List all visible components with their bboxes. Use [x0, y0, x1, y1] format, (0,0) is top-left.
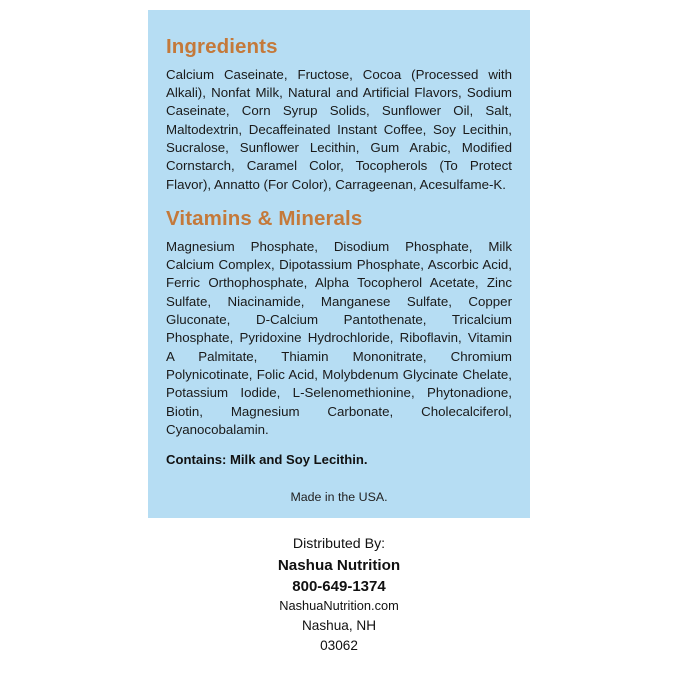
distributed-by-label: Distributed By:	[292, 536, 386, 552]
distributor-website: NashuaNutrition.com	[279, 598, 399, 614]
vitamins-minerals-heading: Vitamins & Minerals	[166, 206, 363, 230]
distributor-zip: 03062	[320, 638, 358, 654]
made-in-statement: Made in the USA.	[290, 490, 388, 504]
allergen-statement: Contains: Milk and Soy Lecithin.	[166, 452, 368, 468]
distributor-city-state: Nashua, NH	[301, 618, 377, 634]
distributor-phone: 800-649-1374	[292, 578, 386, 596]
ingredients-text: Calcium Caseinate, Fructose, Cocoa (Processed with Alkali), Nonfat Milk, Natural and Artificial Flavors, Sodium Caseinate, Corn Syrup Solids, Sunflower Oil, Salt, Maltodextrin, Decaffeinated Instant Coffee, Soy Lecithin, Sucralose, Sunflower Lecithin, Gum Arabic, Modified Cornstarch, Caramel Color, Tocopherols (To Protect Flavor), Annatto (For Color), Carrageenan, Acesulfame-K.	[166, 66, 512, 192]
ingredients-heading: Ingredients	[166, 35, 278, 58]
label-panel	[148, 10, 530, 518]
distributor-block	[148, 534, 530, 656]
label-content	[166, 36, 512, 468]
vitamins-minerals-text: Magnesium Phosphate, Disodium Phosphate, Milk Calcium Complex, Dipotassium Phosphate, Ascorbic Acid, Ferric Orthophosphate, Alpha Tocopherol Acetate, Zinc Sulfate, Niacinamide, Manganese Sulfate, Copper Gluconate, D-Calcium Pantothenate, Tricalcium Phosphate, Pyridoxine Hydrochloride, Riboflavin, Vitamin A Palmitate, Thiamin Mononitrate, Chromium Polynicotinate, Folic Acid, Molybdenum Glycinate Chelate, Potassium Iodide, L-Selenomethionine, Phytonadione, Biotin, Magnesium Carbonate, Cholecalciferol, Cyanocobalamin.	[166, 238, 512, 437]
distributor-name: Nashua Nutrition	[277, 556, 401, 574]
